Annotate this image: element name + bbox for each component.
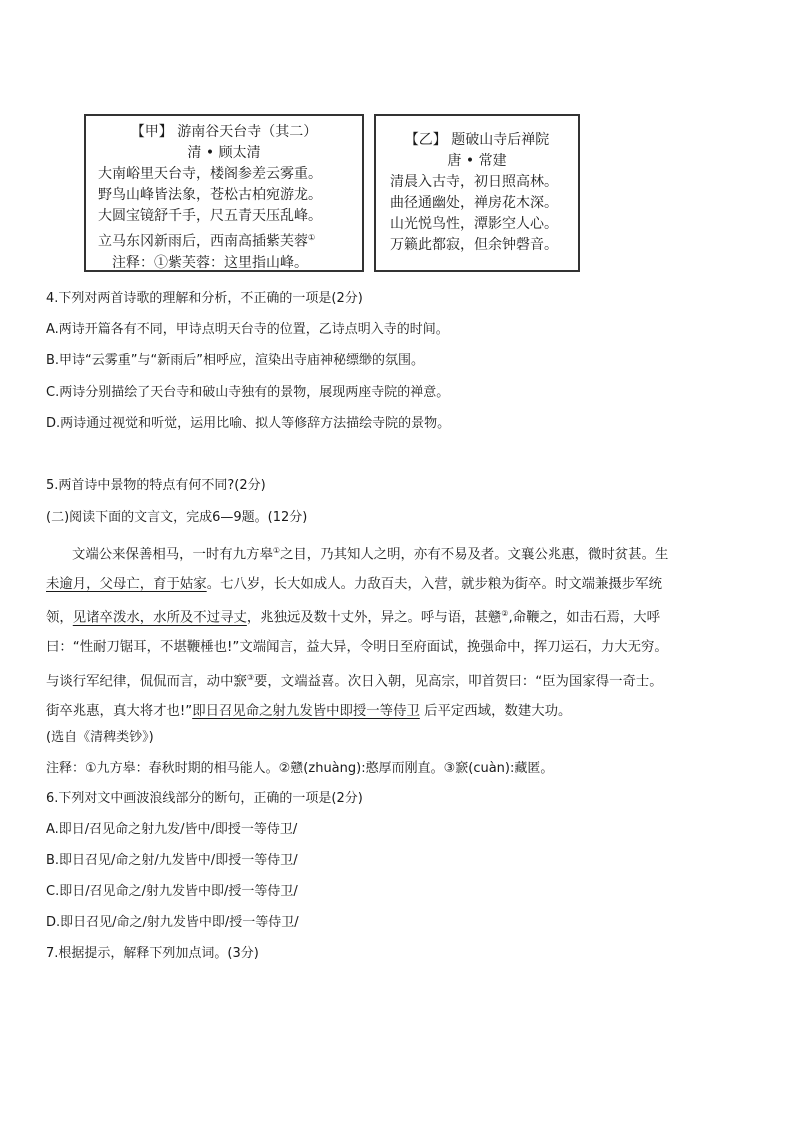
passage-text: 要，文端益喜。次日入朝，见高宗，叩首贺曰：“臣为国家得一奇士。 (254, 674, 663, 690)
q4-option-a: A.两诗开篇各有不同，甲诗点明天台寺的位置，乙诗点明入寺的时间。 (46, 322, 449, 337)
passage-row-3 (46, 599, 746, 633)
poem-jia-line-1: 大南峪里天台寺，楼阁参差云雾重。 (98, 166, 322, 182)
passage-text: 之目，乃其知人之明，亦有不易及者。文襄公兆惠，微时贫甚。生 (280, 547, 669, 563)
poem-jia-line-2: 野鸟山峰皆法象，苍松古柏宛游龙。 (98, 187, 322, 203)
passage-text: 文端公来保善相马，一时有九方皋 (72, 547, 273, 563)
passage-row-6 (46, 697, 746, 727)
footnote-marker: ① (272, 546, 281, 555)
passage-text: 。七八岁，长大如成人。力敌百夫，入营，就步粮为街卒。时文端兼摄步军统 (206, 576, 662, 592)
poem-yi-line-3: 山光悦鸟性，潭影空人心。 (390, 216, 558, 232)
passage-source: (选自《清稗类钞》) (46, 730, 154, 745)
poem-jia-title: 【甲】 游南谷天台寺（其二） (130, 124, 318, 140)
q4-option-d: D.两诗通过视觉和听觉，运用比喻、拟人等修辞方法描绘寺院的景物。 (46, 416, 451, 431)
q6-option-a: A.即日/召见命之射九发/皆中/即授一等侍卫/ (46, 822, 298, 837)
passage-row-1 (46, 536, 746, 570)
footnote-marker: ③ (246, 672, 255, 682)
q4-option-c: C.两诗分别描绘了天台寺和破山寺独有的景物，展现两座寺院的禅意。 (46, 385, 450, 400)
passage-text: 曰：“性耐刀锯耳，不堪鞭棰也!”文端闻言，益大异，令明日至府面试，挽强命中，挥刀运石，力大无穷。 (46, 640, 668, 656)
underlined-sentence: 见诸卒泼水，水所及不过寻丈 (72, 610, 247, 626)
passage-row-2 (46, 570, 746, 600)
q6-option-c: C.即日/召见命之/射九发皆中即/授一等侍卫/ (46, 884, 298, 899)
q6-option-d: D.即日召见/命之/射九发皆中即/授一等侍卫/ (46, 915, 299, 930)
q6-option-b: B.即日召见/命之射/九发皆中/即授一等侍卫/ (46, 853, 298, 868)
poem-yi-line-2: 曲径通幽处，禅房花木深。 (390, 195, 558, 211)
passage-text: 领， (46, 610, 73, 626)
poem-jia-note: 注释：①紫芙蓉：这里指山峰。 (112, 254, 308, 271)
wavy-underlined-sentence: 即日召见命之射九发皆中即授一等侍卫 (192, 703, 420, 719)
q5-stem: 5.两首诗中景物的特点有何不同?(2分) (46, 478, 266, 493)
footnote-marker: ① (308, 233, 316, 242)
passage-text: 后平定西域，数建大功。 (419, 703, 572, 719)
poem-jia-line-4 (86, 227, 362, 253)
section2-heading: (二)阅读下面的文言文，完成6—9题。(12分) (46, 510, 308, 525)
passage-notes: 注释：①九方皋：春秋时期的相马能人。②戆(zhuàng):憨厚而刚直。③窾(cuàn):藏匿。 (46, 761, 554, 776)
footnote-marker: ② (501, 609, 509, 619)
passage-row-5 (46, 663, 746, 697)
passage-text: ,命鞭之，如击石焉，大呼 (508, 610, 661, 626)
q4-option-b: B.甲诗“云雾重”与“新雨后”相呼应，渲染出寺庙神秘缥缈的氛围。 (46, 353, 424, 368)
underlined-sentence: 未逾月，父母亡，育于姑家 (46, 576, 207, 592)
poem-jia-line-3: 大圆宝镜舒千手，尺五青天压乱峰。 (98, 208, 322, 224)
q6-stem: 6.下列对文中画波浪线部分的断句，正确的一项是(2分) (46, 791, 363, 806)
poem-yi-line-4: 万籁此都寂，但余钟磬音。 (390, 237, 558, 253)
passage (46, 536, 746, 726)
passage-text: 与谈行军纪律，侃侃而言，动中窾 (46, 674, 247, 690)
passage-text: 街卒兆惠，真大将才也!” (46, 703, 193, 719)
poem-yi-author: 唐 • 常建 (447, 153, 507, 169)
poem-box-jia (84, 114, 364, 272)
passage-text: ，兆独远及数十丈外，异之。呼与语，甚戆 (246, 610, 502, 626)
poem-yi-line-1: 清晨入古寺，初日照高林。 (390, 174, 558, 190)
poem-jia-line-4-text: 立马东冈新雨后，西南高插紫芙蓉 (98, 233, 308, 250)
q4-stem: 4.下列对两首诗歌的理解和分析，不正确的一项是(2分) (46, 291, 363, 306)
q7-stem: 7.根据提示，解释下列加点词。(3分) (46, 946, 259, 961)
poem-jia-author: 清 • 顾太清 (187, 145, 261, 161)
poem-yi-title: 【乙】 题破山寺后禅院 (404, 132, 550, 148)
poem-box-yi (374, 114, 580, 272)
passage-row-4 (46, 633, 746, 663)
